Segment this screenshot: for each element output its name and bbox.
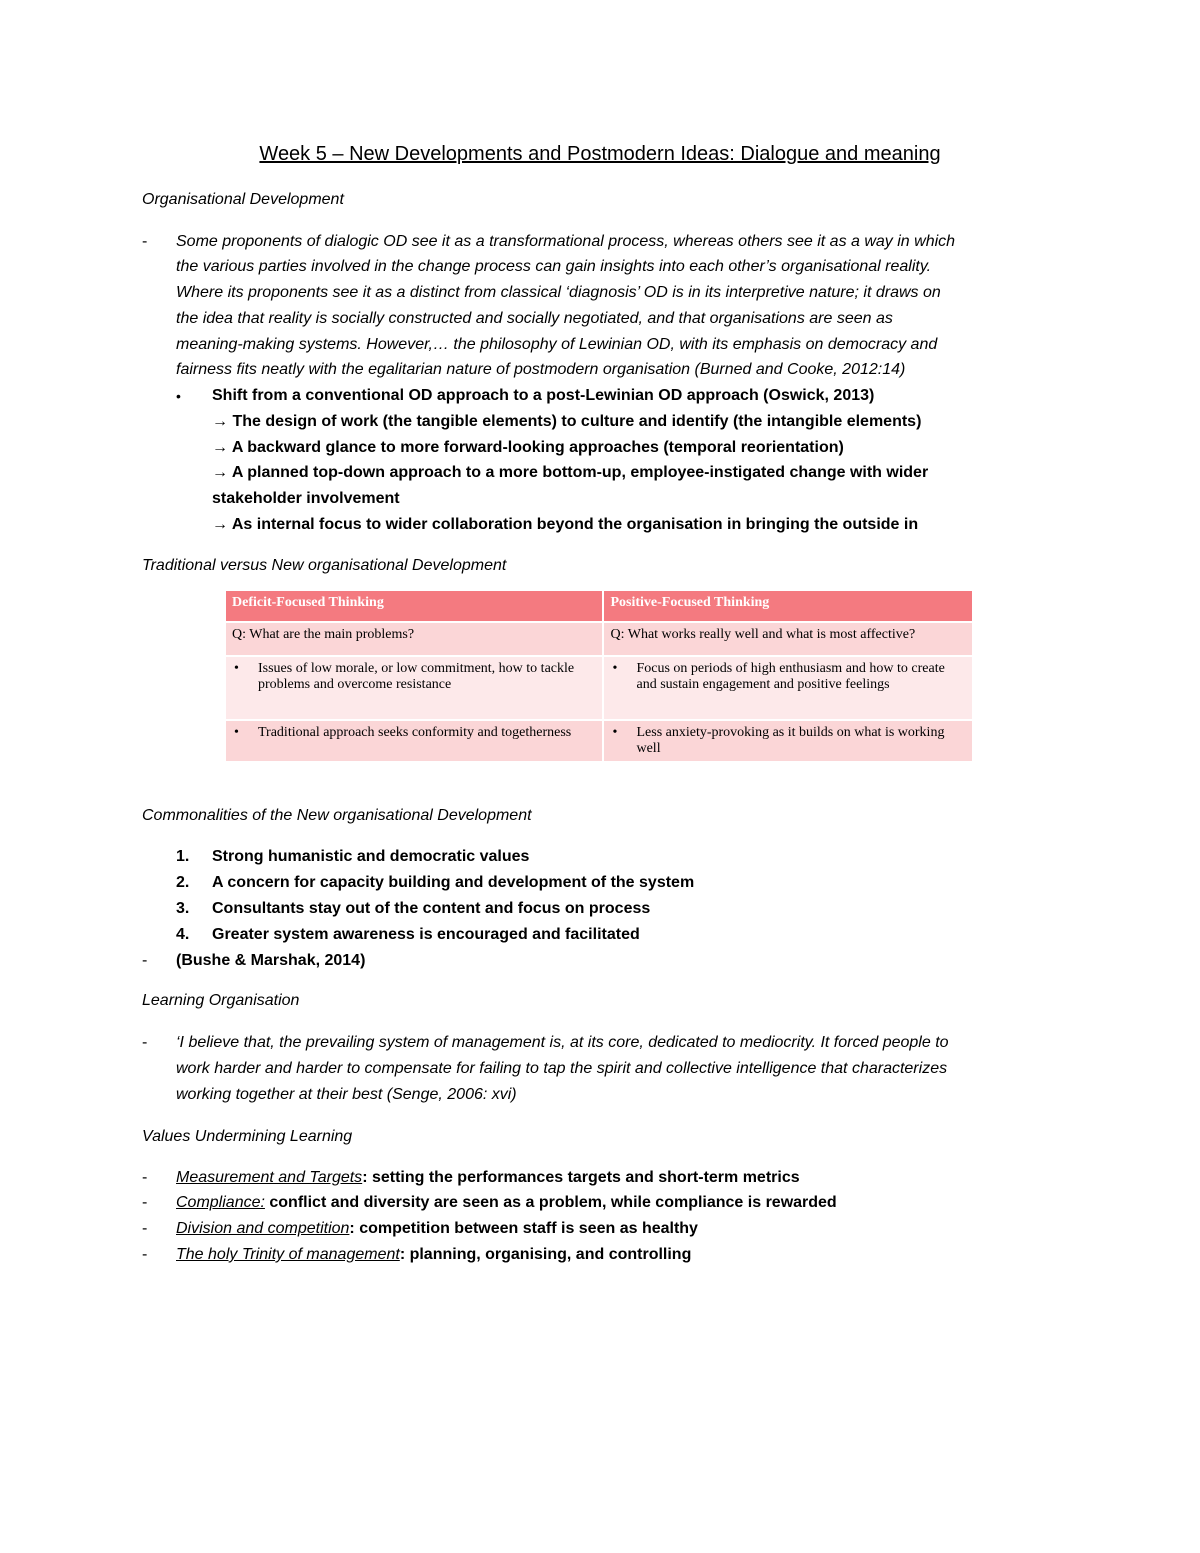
values-desc: : planning, organising, and controlling [399, 1246, 692, 1263]
od-arrow-line: → A backward glance to more forward-looking approaches (temporal reorientation) [212, 439, 844, 456]
quote-line: work harder and harder to compensate for failing to tap the spirit and collective intelligence that characterizes [176, 1060, 948, 1077]
dash-marker: - [142, 1034, 148, 1051]
section-heading-od: Organisational Development [142, 191, 344, 208]
page-title: Week 5 – New Developments and Postmodern Ideas: Dialogue and meaning [259, 143, 941, 165]
od-paragraph-line: fairness fits neatly with the egalitarian nature of postmodern organisation (Burned and Cooke, 2012:14) [176, 361, 906, 378]
od-arrow-line: stakeholder involvement [212, 490, 400, 507]
list-item: Greater system awareness is encouraged and facilitated [212, 926, 640, 943]
values-desc: : setting the performances targets and short-term metrics [362, 1169, 800, 1186]
cell-bullet: • [612, 725, 618, 740]
od-arrow-line: → As internal focus to wider collaboration beyond the organisation in bringing the outside in [212, 516, 919, 533]
table-cell [226, 720, 603, 761]
dash-marker: - [142, 1220, 148, 1237]
table-cell [603, 656, 973, 720]
bullet-marker: • [176, 388, 181, 404]
list-item: Consultants stay out of the content and focus on process [212, 900, 651, 917]
od-paragraph-line: meaning-making systems. However,… the philosophy of Lewinian OD, with its emphasis on democracy and [176, 336, 938, 353]
od-paragraph-line: Where its proponents see it as a distinct from classical ‘diagnosis’ OD is in its interpretive nature; it draws on [176, 284, 941, 301]
table-question-deficit: Q: What are the main problems? [226, 622, 603, 656]
dash-marker: - [142, 233, 148, 250]
cell-bullet: • [234, 725, 239, 740]
values-desc: conflict and diversity are seen as a problem, while compliance is rewarded [264, 1194, 837, 1211]
values-term: Compliance: [176, 1194, 265, 1211]
section-heading-traditional: Traditional versus New organisational Development [142, 557, 507, 574]
table-question-positive: Q: What works really well and what is most affective? [603, 622, 973, 656]
list-number: 1. [176, 848, 190, 865]
od-paragraph-line: Some proponents of dialogic OD see it as a transformational process, whereas others see it as a way in which [176, 233, 956, 250]
cell-text: Traditional approach seeks conformity and togetherness [258, 725, 572, 740]
values-item [176, 1220, 698, 1238]
quote-line: ‘I believe that, the prevailing system of management is, at its core, dedicated to mediocrity. It forced people to [176, 1034, 949, 1051]
citation: (Bushe & Marshak, 2014) [176, 952, 366, 969]
table-cell [603, 720, 973, 761]
dash-marker: - [142, 1246, 148, 1263]
section-heading-commonalities: Commonalities of the New organisational Development [142, 807, 532, 824]
section-heading-learning: Learning Organisation [142, 992, 300, 1009]
values-term: Measurement and Targets [176, 1169, 363, 1186]
list-item: Strong humanistic and democratic values [212, 848, 530, 865]
dash-marker: - [142, 1194, 148, 1211]
table-cell [226, 656, 603, 720]
dash-marker: - [142, 952, 148, 969]
values-term: The holy Trinity of management [176, 1246, 400, 1263]
values-item [176, 1169, 800, 1187]
values-term: Division and competition [176, 1220, 350, 1237]
cell-bullet: • [612, 661, 618, 676]
cell-bullet: • [234, 661, 239, 676]
list-number: 2. [176, 874, 190, 891]
quote-line: working together at their best (Senge, 2006: xvi) [176, 1086, 517, 1103]
comparison-table [226, 591, 974, 761]
od-arrow-line: → A planned top-down approach to a more bottom-up, employee-instigated change with wider [212, 464, 929, 481]
list-item: A concern for capacity building and development of the system [212, 874, 695, 891]
cell-text: Issues of low morale, or low commitment, how to tackle problems and overcome resistance [258, 661, 575, 692]
od-paragraph-line: the various parties involved in the change process can gain insights into each other’s organisational reality. [176, 258, 932, 275]
cell-text: Focus on periods of high enthusiasm and how to create and sustain engagement and positive feelings [636, 661, 945, 692]
od-arrow-line: → The design of work (the tangible elements) to culture and identify (the intangible elements) [212, 413, 922, 430]
values-item [176, 1194, 837, 1212]
cell-text: Less anxiety-provoking as it builds on what is working well [636, 725, 945, 756]
table-header-positive: Positive-Focused Thinking [603, 591, 973, 622]
section-heading-values: Values Undermining Learning [142, 1128, 353, 1145]
dash-marker: - [142, 1169, 148, 1186]
table-header-deficit: Deficit-Focused Thinking [226, 591, 603, 622]
od-paragraph-line: the idea that reality is socially constructed and socially negotiated, and that organisations are seen as [176, 310, 893, 327]
values-item [176, 1246, 691, 1264]
list-number: 3. [176, 900, 190, 917]
od-bullet: Shift from a conventional OD approach to a post-Lewinian OD approach (Oswick, 2013) [212, 387, 875, 404]
list-number: 4. [176, 926, 190, 943]
values-desc: : competition between staff is seen as healthy [349, 1220, 698, 1237]
